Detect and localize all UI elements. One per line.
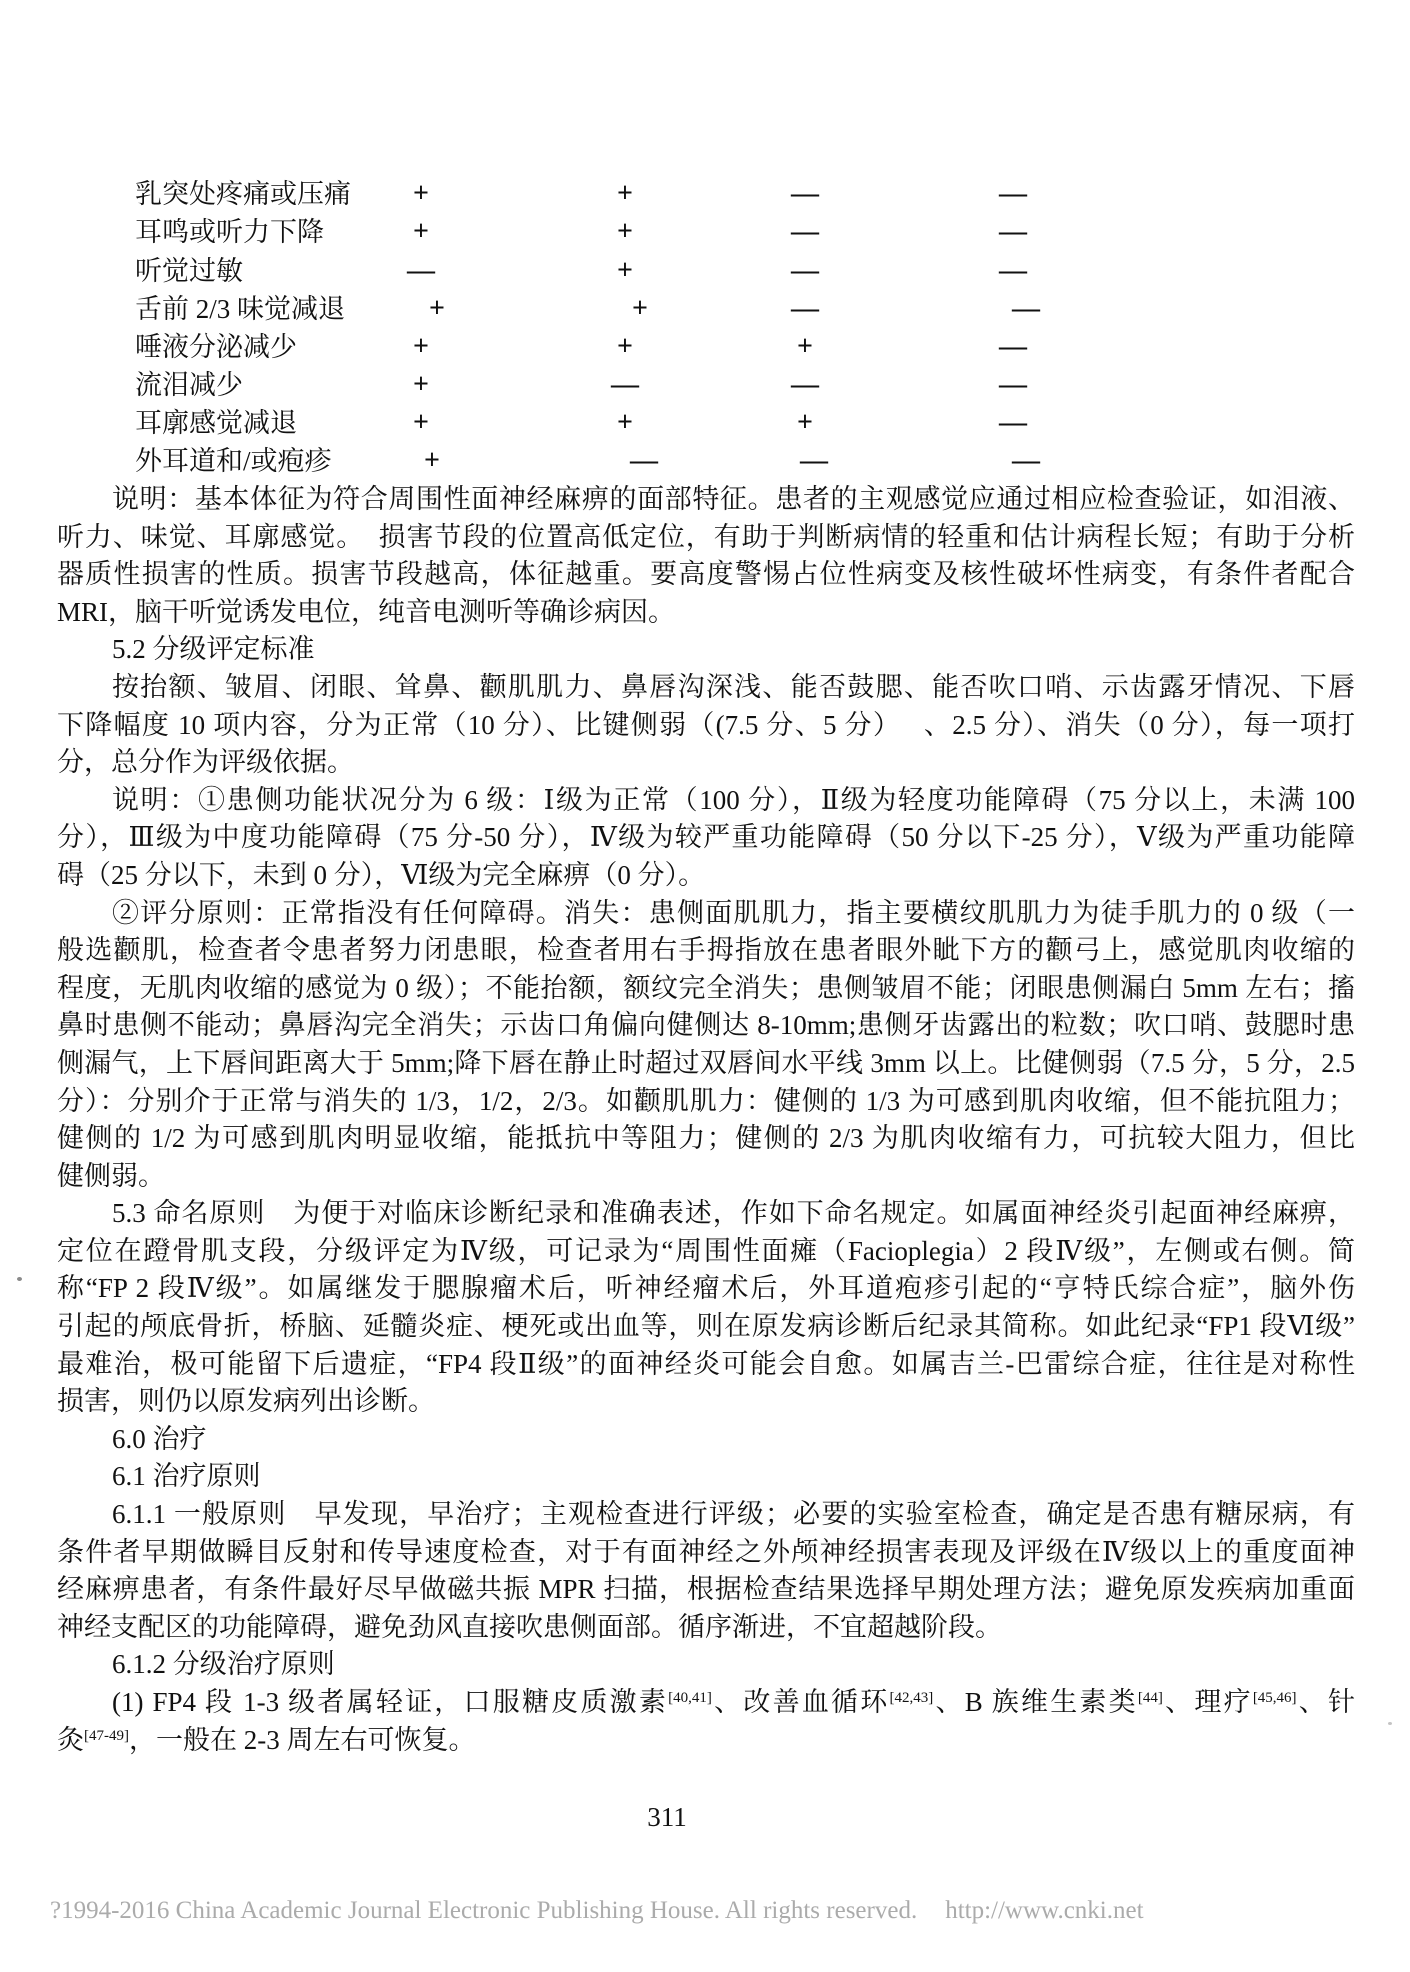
plus-mark: + <box>617 216 633 247</box>
minus-mark: — <box>999 407 1027 438</box>
heading-6-1-2-line: 6.1.2 分级治疗原则 <box>112 1649 335 1680</box>
para-naming-line: 损害，则仍以原发病列出诊断。 <box>57 1386 435 1417</box>
plus-mark: + <box>617 178 633 209</box>
minus-mark: — <box>791 293 819 324</box>
plus-mark: + <box>413 369 429 400</box>
minus-mark: — <box>611 369 639 400</box>
minus-mark: — <box>999 369 1027 400</box>
table-row <box>0 404 1410 442</box>
para-naming-line: 定位在蹬骨肌支段，分级评定为Ⅳ级，可记录为“周围性面瘫（Facioplegia）2 段Ⅳ级”，左侧或右侧。简 <box>57 1235 1355 1266</box>
heading-6-1-line: 6.1 治疗原则 <box>112 1461 261 1492</box>
note-scoring-line: 鼻时患侧不能动；鼻唇沟完全消失；示齿口角偏向健侧达 8-10mm;患侧牙齿露出的粒数；吹口哨、鼓腮时患 <box>57 1010 1355 1041</box>
table-row <box>0 213 1410 251</box>
plus-mark: + <box>617 407 633 438</box>
minus-mark: — <box>800 445 828 476</box>
para-naming-line: 称“FP 2 段Ⅳ级”。如属继发于腮腺瘤术后，听神经瘤术后，外耳道疱疹引起的“亨特氏综合症”，脑外伤 <box>57 1273 1355 1304</box>
symptom-label: 流泪减少 <box>135 370 243 400</box>
citation-reference: [45,46] <box>1252 1690 1297 1706</box>
para-general-principles-line: 条件者早期做瞬目反射和传导速度检查，对于有面神经之外颅神经损害表现及评级在Ⅳ级以上的重度面神 <box>57 1536 1355 1567</box>
symptom-label: 唾液分泌减少 <box>135 332 297 362</box>
minus-mark: — <box>791 255 819 286</box>
minus-mark: — <box>1012 293 1040 324</box>
para-general-principles-line: 6.1.1 一般原则 早发现，早治疗；主观检查进行评级；必要的实验室检查，确定是否患有糖尿病，有 <box>112 1499 1355 1530</box>
citation-reference: [40,41] <box>668 1690 712 1706</box>
symptom-label: 耳廓感觉减退 <box>135 408 297 438</box>
plus-mark: + <box>413 216 429 247</box>
plus-mark: + <box>413 331 429 362</box>
note-scoring-line: 分）：分别介于正常与消失的 1/3，1/2，2/3。如颧肌肌力：健侧的 1/3 为可感到肌肉收缩，但不能抗阻力； <box>57 1085 1355 1116</box>
heading-6-0-line: 6.0 治疗 <box>112 1423 207 1454</box>
minus-mark: — <box>999 331 1027 362</box>
para-general-principles-line: 神经支配区的功能障碍，避免劲风直接吹患侧面部。循序渐进，不宜超越阶段。 <box>57 1611 1002 1642</box>
citation-reference: [47-49] <box>84 1727 129 1744</box>
plus-mark: + <box>413 178 429 209</box>
note-scoring-line: 侧漏气，上下唇间距离大于 5mm;降下唇在静止时超过双唇间水平线 3mm 以上。比健侧弱（7.5 分，5 分，2.5 <box>57 1047 1355 1078</box>
plus-mark: + <box>797 407 813 438</box>
symptom-label: 耳鸣或听力下降 <box>135 217 324 247</box>
note-scoring-line: ②评分原则：正常指没有任何障碍。消失：患侧面肌肌力，指主要横纹肌肌力为徒手肌力的 0 级（一 <box>112 897 1355 928</box>
table-row <box>0 252 1410 290</box>
note-scoring-line: 健侧的 1/2 为可感到肌肉明显收缩，能抵抗中等阻力；健侧的 2/3 为肌肉收缩有力，可抗较大阻力，但比 <box>57 1123 1355 1154</box>
note-levels-line: 碍（25 分以下，未到 0 分），Ⅵ级为完全麻痹（0 分）。 <box>57 859 706 890</box>
plus-mark: + <box>429 293 445 324</box>
plus-mark: + <box>424 445 440 476</box>
plus-mark: + <box>617 255 633 286</box>
minus-mark: — <box>407 255 435 286</box>
note-scoring-line: 程度，无肌肉收缩的感觉为 0 级）；不能抬额，额纹完全消失；患侧皱眉不能；闭眼患侧漏白 5mm 左右；搐 <box>57 972 1355 1003</box>
note-levels-line: 说明：①患侧功能状况分为 6 级：Ⅰ级为正常（100 分），Ⅱ级为轻度功能障碍（75 分以上，未满 100 <box>112 784 1355 815</box>
note-basic-signs-line: 听力、味觉、耳廓感觉。 损害节段的位置高低定位，有助于判断病情的轻重和估计病程长短；有助于分析 <box>57 521 1355 552</box>
symptom-label: 舌前 2/3 味觉减退 <box>135 294 346 324</box>
footer-url: http://www.cnki.net <box>945 1897 1144 1924</box>
para-general-principles-line: 经麻痹患者，有条件最好尽早做磁共振 MPR 扫描，根据检查结果选择早期处理方法；避免原发疾病加重面 <box>57 1574 1355 1605</box>
note-levels-line: 分），Ⅲ级为中度功能障碍（75 分-50 分），Ⅳ级为较严重功能障碍（50 分以下-25 分），Ⅴ级为严重功能障 <box>57 822 1355 853</box>
minus-mark: — <box>999 216 1027 247</box>
scan-artifact <box>1388 1722 1392 1725</box>
table-row <box>0 290 1410 328</box>
para-naming-line: 5.3 命名原则 为便于对临床诊断纪录和准确表述，作如下命名规定。如属面神经炎引起面神经麻痹， <box>112 1198 1355 1229</box>
citation-reference: [44] <box>1137 1690 1163 1706</box>
minus-mark: — <box>791 369 819 400</box>
table-row <box>0 328 1410 366</box>
note-scoring-line: 般选颧肌，检查者令患者努力闭患眼，检查者用右手拇指放在患者眼外眦下方的颧弓上，感觉肌肉收缩的 <box>57 935 1355 966</box>
footer <box>50 1896 1390 1926</box>
para-grading-line: 分，总分作为评级依据。 <box>57 747 354 778</box>
para-graded-treatment-line: 灸[47-49]，一般在 2-3 周左右可恢复。 <box>57 1724 476 1755</box>
citation-reference: [42,43] <box>889 1690 934 1706</box>
footer-copyright: ?1994-2016 China Academic Journal Electronic Publishing House. All rights reserved. <box>50 1897 918 1924</box>
para-grading-line: 按抬额、皱眉、闭眼、耸鼻、颧肌肌力、鼻唇沟深浅、能否鼓腮、能否吹口哨、示齿露牙情况、下唇 <box>112 671 1355 702</box>
note-basic-signs-line: MRI，脑干听觉诱发电位，纯音电测听等确诊病因。 <box>57 596 676 627</box>
para-naming-line: 最难治，极可能留下后遗症，“FP4 段Ⅱ级”的面神经炎可能会自愈。如属吉兰-巴雷综合症，往往是对称性 <box>57 1348 1355 1379</box>
table-row <box>0 366 1410 404</box>
minus-mark: — <box>630 445 658 476</box>
minus-mark: — <box>999 178 1027 209</box>
para-grading-line: 下降幅度 10 项内容，分为正常（10 分）、比键侧弱（(7.5 分、5 分） 、2.5 分）、消失（0 分），每一项打 <box>57 709 1355 740</box>
symptom-label: 外耳道和/或疱疹 <box>135 446 332 476</box>
body-text <box>57 481 1355 1759</box>
symptom-label: 听觉过敏 <box>135 256 243 286</box>
minus-mark: — <box>999 255 1027 286</box>
symptom-label: 乳突处疼痛或压痛 <box>135 179 351 209</box>
scan-artifact <box>17 1277 22 1281</box>
page-number: 311 <box>647 1802 687 1832</box>
heading-5-2-line: 5.2 分级评定标准 <box>112 634 315 665</box>
plus-mark: + <box>617 331 633 362</box>
table-row <box>0 442 1410 480</box>
plus-mark: + <box>797 331 813 362</box>
minus-mark: — <box>791 178 819 209</box>
para-graded-treatment-line: (1) FP4 段 1-3 级者属轻证，口服糖皮质激素[40,41]、改善血循环[42,43]、B 族维生素类[44]、理疗[45,46]、针 <box>112 1687 1356 1717</box>
note-basic-signs-line: 器质性损害的性质。损害节段越高，体征越重。要高度警惕占位性病变及核性破坏性病变，有条件者配合 <box>57 559 1355 590</box>
minus-mark: — <box>1012 445 1040 476</box>
note-basic-signs-line: 说明：基本体征为符合周围性面神经麻痹的面部特征。患者的主观感觉应通过相应检查验证，如泪液、 <box>112 484 1355 514</box>
plus-mark: + <box>413 407 429 438</box>
para-naming-line: 引起的颅底骨折，桥脑、延髓炎症、梗死或出血等，则在原发病诊断后纪录其简称。如此纪录“FP1 段Ⅵ级” <box>57 1311 1355 1342</box>
table-row <box>0 175 1410 213</box>
plus-mark: + <box>632 293 648 324</box>
minus-mark: — <box>791 216 819 247</box>
note-scoring-line: 健侧弱。 <box>57 1160 165 1191</box>
